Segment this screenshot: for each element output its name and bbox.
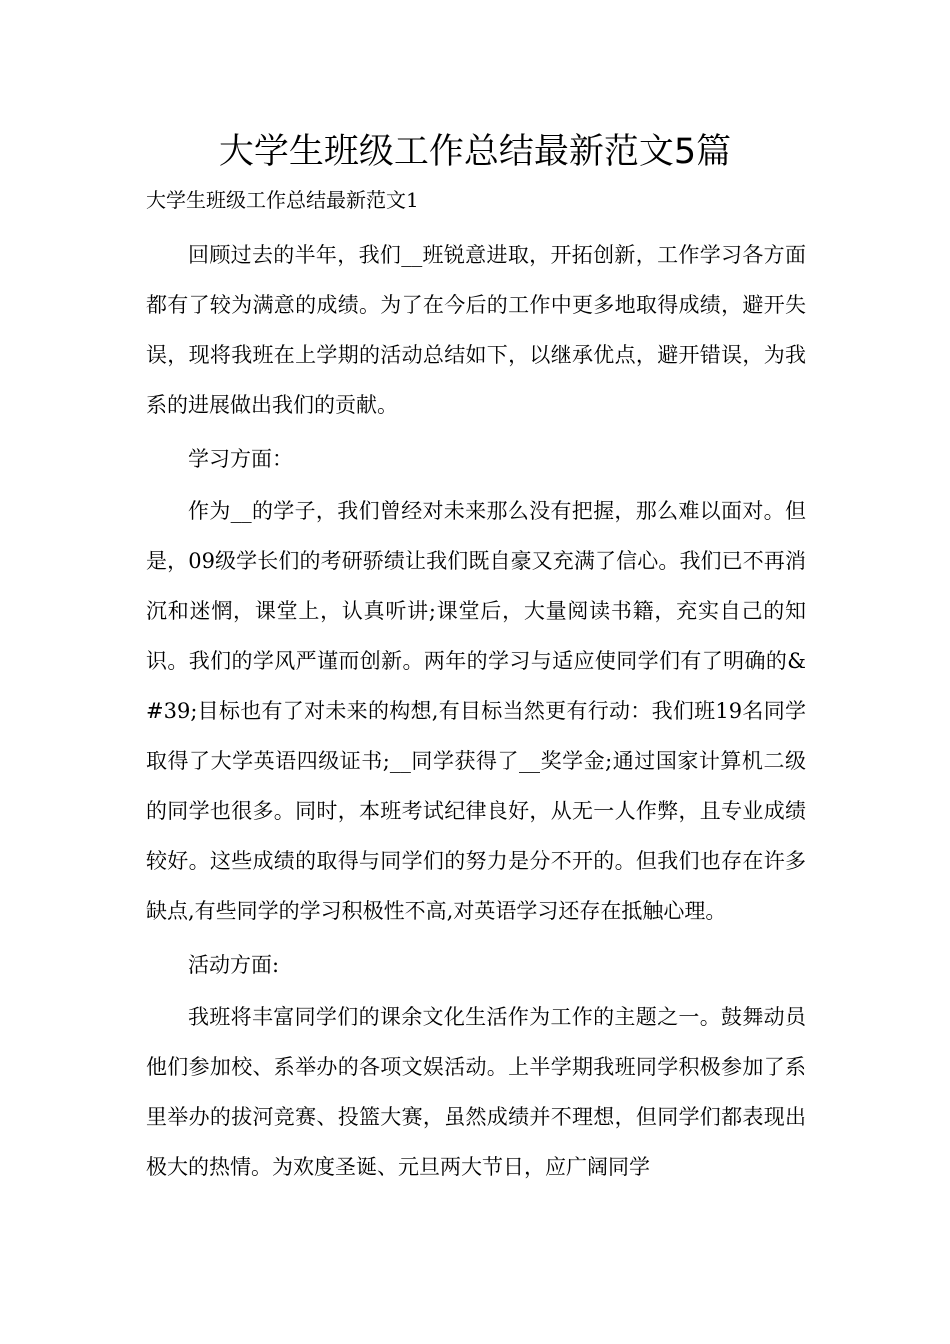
- section-heading-study: 学习方面：: [188, 447, 293, 471]
- document-title: 大学生班级工作总结最新范文5篇: [218, 132, 732, 172]
- paragraph-study: 作为__的学子，我们曾经对未来那么没有把握，那么难以面对。但是，09级学长们的考研骄绩让我们既自豪又充满了信心。我们已不再消沉和迷惘，课堂上，认真听讲;课堂后，大量阅读书籍，充实自己的知识。我们的学风严谨而创新。两年的学习与适应使同学们有了明确的&#39;目标也有了对未来的构想,有目标当然更有行动：我们班19名同学取得了大学英语四级证书;__同学获得了__奖学金;通过国家计算机二级的同学也很多。同时，本班考试纪律良好，从无一人作弊，且专业成绩较好。这些成绩的取得与同学们的努力是分不开的。但我们也存在许多缺点,有些同学的学习积极性不高,对英语学习还存在抵触心理。: [146, 499, 806, 923]
- section-heading-activities: 活动方面:: [188, 953, 280, 977]
- document-subtitle: 大学生班级工作总结最新范文1: [146, 188, 419, 212]
- paragraph-activities: 我班将丰富同学们的课余文化生活作为工作的主题之一。鼓舞动员他们参加校、系举办的各项文娱活动。上半学期我班同学积极参加了系里举办的拔河竞赛、投篮大赛，虽然成绩并不理想，但同学们都表现出极大的热情。为欢度圣诞、元旦两大节日，应广阔同学: [146, 1005, 806, 1179]
- paragraph-intro: 回顾过去的半年，我们__班锐意进取，开拓创新，工作学习各方面都有了较为满意的成绩。为了在今后的工作中更多地取得成绩，避开失误，现将我班在上学期的活动总结如下，以继承优点，避开错误，为我系的进展做出我们的贡献。: [146, 243, 806, 417]
- document-body: [146, 230, 806, 1196]
